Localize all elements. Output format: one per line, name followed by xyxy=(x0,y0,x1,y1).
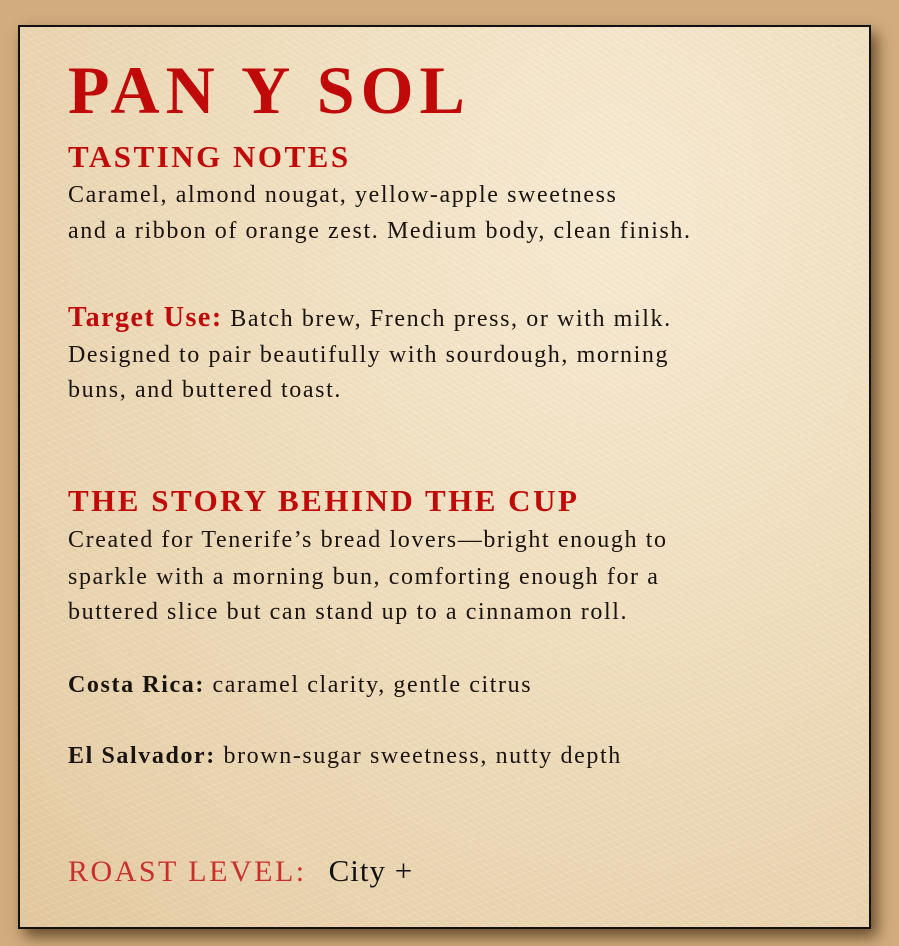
coffee-card xyxy=(18,25,871,929)
story-heading: THE STORY BEHIND THE CUP xyxy=(68,483,580,518)
target-use-text: Batch brew, French press, or with milk. xyxy=(222,306,672,332)
target-use-label: Target Use: xyxy=(68,302,223,333)
origin-name: Costa Rica: xyxy=(68,672,205,698)
tasting-notes-line: Caramel, almond nougat, yellow-apple sweetness xyxy=(68,182,618,208)
roast-level xyxy=(68,853,413,889)
tasting-notes-heading: TASTING NOTES xyxy=(68,139,351,174)
roast-level-label: ROAST LEVEL: xyxy=(68,855,307,888)
story-line: buttered slice but can stand up to a cinnamon roll. xyxy=(68,599,629,625)
page-title: PAN Y SOL xyxy=(68,52,471,128)
origin-notes: caramel clarity, gentle citrus xyxy=(204,672,533,698)
tasting-notes-line: and a ribbon of orange zest. Medium body, clean finish. xyxy=(68,218,692,244)
story-line: Created for Tenerife’s bread lovers—bright enough to xyxy=(68,527,668,553)
target-use-line: buns, and buttered toast. xyxy=(68,377,342,403)
target-use-line: Designed to pair beautifully with sourdough, morning xyxy=(68,342,670,368)
story-line: sparkle with a morning bun, comforting enough for a xyxy=(68,564,660,590)
origin-el-salvador xyxy=(68,738,622,774)
target-use-line xyxy=(68,300,672,337)
origin-name: El Salvador: xyxy=(68,743,216,769)
roast-level-value: City + xyxy=(328,853,414,888)
origin-costa-rica xyxy=(68,667,532,703)
origin-notes: brown-sugar sweetness, nutty depth xyxy=(215,743,622,769)
